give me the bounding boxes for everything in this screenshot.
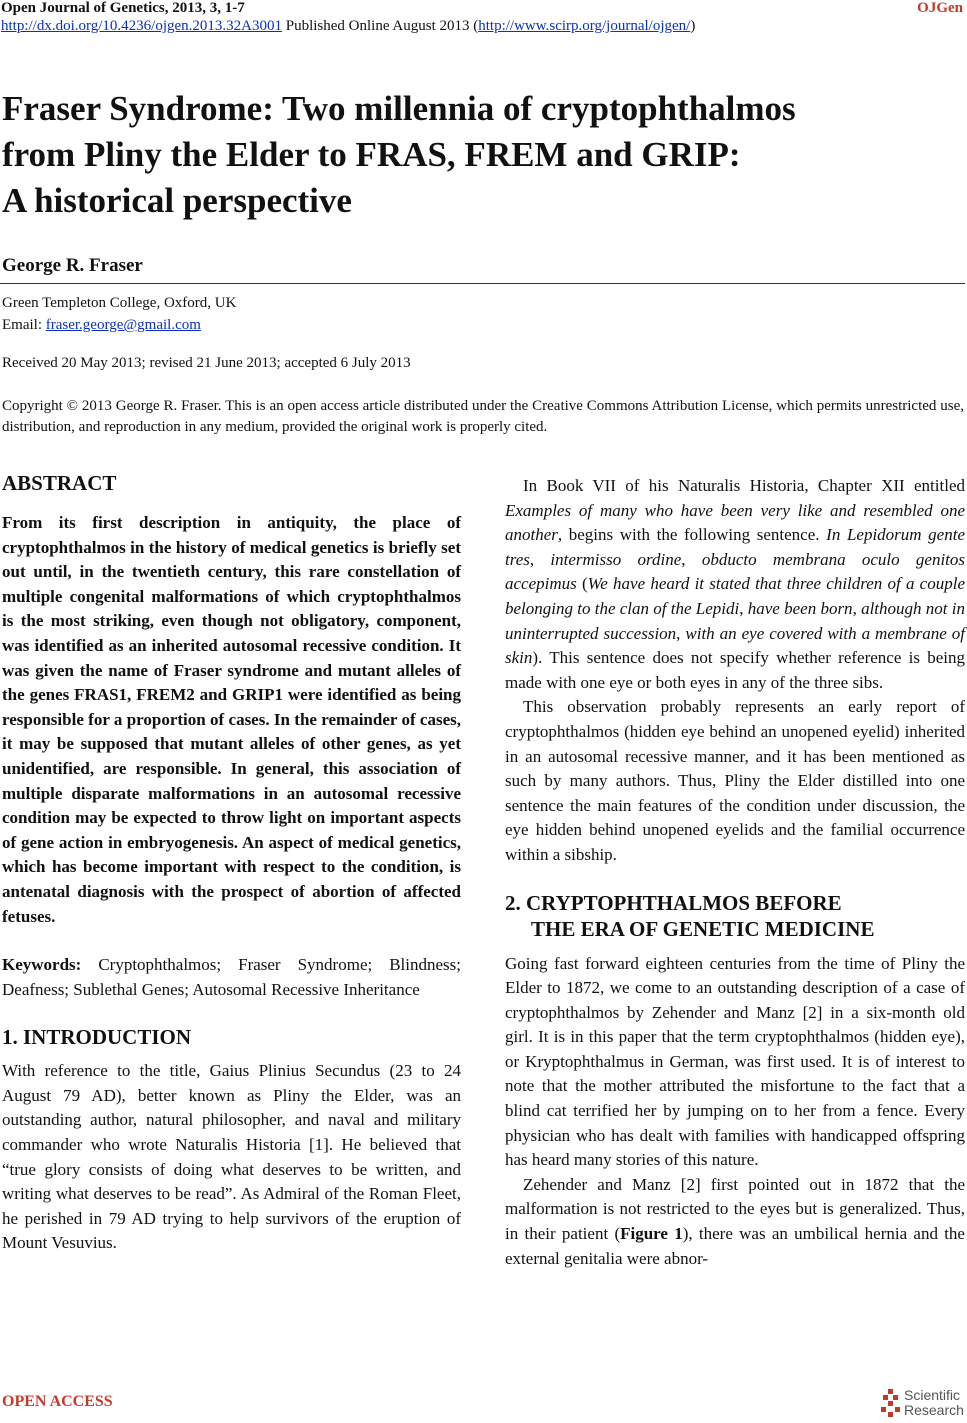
journal-citation: Open Journal of Genetics, 2013, 3, 1-7 [1, 0, 245, 16]
text-run: , [739, 598, 748, 618]
title-line-2: from Pliny the Elder to FRAS, FREM and GRIP: [2, 135, 741, 174]
paragraph-malformation [505, 1173, 965, 1271]
running-header [0, 0, 967, 18]
open-access-label: OPEN ACCESS [2, 1393, 113, 1410]
author-name: George R. Fraser [2, 255, 143, 276]
paragraph-zehender-manz: Going fast forward eighteen centuries from the time of Pliny the Elder to 1872, we come to an outstanding description of a case of cryptophthalmos by Zehender and Manz [2] in a six-month old girl. It is in this paper that the term cryptophthalmos (hidden eye), or Kryptophthalmus in German, was first used. It is of interest to note that the mother attributed the misfortune to the fact that a blind cat terrified her by jumping on to her from a fence. Every physician who has dealt with families with handicapped offspring has heard many stories of this nature. [505, 953, 965, 1170]
title-line-3: A historical perspective [2, 181, 352, 220]
text-run: ). This sentence does not specify whether reference is being made with one eye or both eyes in any of the three sibs. [505, 648, 965, 692]
introduction-paragraph: With reference to the title, Gaius Plinius Secundus (23 to 24 August 79 AD), better known as Pliny the Elder, was an outstanding author, natural philosopher, and naval and military commander who wrote Naturalis Historia [1]. He believed that “true glory consists of doing what deserves to be written, and writing what deserves to be read”. As Admiral of the Roman Fleet, he perished in 79 AD trying to help survivors of the eruption of Mount Vesuvius. [2, 1061, 461, 1253]
text-run: ), there was an umbilical hernia and the external genitalia were abnor- [505, 1224, 965, 1268]
translation-run: We have heard it stated that three children of a couple belonging to the clan of the Lepidi [505, 574, 965, 618]
text-run: , [852, 598, 862, 618]
affiliation: Green Templeton College, Oxford, UK [2, 295, 237, 311]
text-run: , [529, 549, 551, 569]
section-2-heading-line-1: 2. CRYPTOPHTHALMOS BEFORE [505, 890, 842, 915]
latin-quote: In Lepidorum gente tres [505, 525, 965, 569]
abstract-body: From its first description in antiquity, the place of cryptophthalmos in the history of medical genetics is briefly set out until, in the twentieth century, this rare constellation of multiple congenital malformations of which cryptophthalmos is the most striking, even though not obligatory, component, was identified as an inherited autosomal recessive condition. It was given the name of Fraser syndrome and mutant alleles of the genes FRAS1, FREM2 and GRIP1 were identified as being responsible for a proportion of cases. In the remainder of cases, it may be supposed that mutant alleles of other genes, as yet unidentified, are responsible. In general, this association of multiple disparate malformations in an autosomal recessive condition may be expected to throw light on important aspects of gene action in embryogenesis. An aspect of medical genetics, which has become important with respect to the condition, is antenatal diagnosis with the prospect of abortion of affected fetuses. [2, 513, 461, 926]
email-link[interactable]: fraser.george@gmail.com [45, 317, 201, 333]
email-line [2, 314, 236, 336]
journal-link[interactable]: http://www.scirp.org/journal/ojgen/ [478, 18, 691, 34]
text-run: Zehender and Manz [2] first pointed out in 1872 that the malformation is not restricted to the eyes but is generalized. Thus, in their patient ( [505, 1174, 965, 1244]
keywords [2, 953, 461, 1002]
author-divider [0, 283, 965, 284]
section-2-heading [505, 890, 965, 942]
title-line-1: Fraser Syndrome: Two millennia of cryptophthalmos [2, 89, 796, 128]
text-run: , [676, 623, 686, 643]
abstract-heading: ABSTRACT [2, 471, 117, 495]
logo-line-2: Research [904, 1402, 964, 1418]
copyright-notice: Copyright © 2013 George R. Fraser. This is an open access article distributed under the Creative Commons Attribution License, which permits unrestricted use, distribution, and reproduction in any medium, provided the original work is properly cited. [2, 398, 964, 435]
received-dates: Received 20 May 2013; revised 21 June 2013; accepted 6 July 2013 [2, 355, 411, 371]
journal-code: OJGen [917, 0, 963, 16]
italic-run: Examples of many who have been very like and resembled one another [505, 500, 965, 545]
section-2-heading-line-2: THE ERA OF GENETIC MEDICINE [531, 916, 875, 941]
doi-line [1, 18, 695, 35]
figure-reference[interactable]: Figure 1 [620, 1224, 683, 1244]
latin-quote: intermisso ordine [550, 549, 682, 569]
right-column [505, 474, 965, 1271]
logo-wordmark [904, 1388, 964, 1418]
introduction-heading: 1. INTRODUCTION [2, 1025, 192, 1050]
translation-run: have been born [747, 598, 853, 618]
published-text: Published Online August 2013 ( [281, 18, 479, 34]
translation-run: with an eye covered with a membrane of skin [505, 623, 966, 668]
email-label: Email: [2, 317, 46, 333]
text-run: , [681, 549, 702, 569]
logo-line-1: Scientific [904, 1387, 961, 1403]
keywords-text: Cryptophthalmos; Fraser Syndrome; Blindness; Deafness; Sublethal Genes; Autosomal Recessive Inheritance [2, 955, 461, 999]
text-run: ( [576, 574, 588, 594]
paragraph-observation: This observation probably represents an early report of cryptophthalmos (hidden eye behind an unopened eyelid) inherited in an autosomal recessive manner, and it has been mentioned as such by many authors. Thus, Pliny the Elder distilled into one sentence the main features of the condition under discussion, the eye hidden behind unopened eyelids and the familial occurrence within a sibship. [505, 697, 965, 864]
text-run: , begins with the following sentence. [557, 525, 827, 545]
paragraph-naturalis [505, 474, 965, 695]
doi-link[interactable]: http://dx.doi.org/10.4236/ojgen.2013.32A3001 [1, 18, 282, 34]
paper-title [2, 86, 952, 224]
affiliation-block [2, 292, 236, 336]
scientific-research-logo [880, 1388, 966, 1422]
text-run: In Book VII of his Naturalis Historia, Chapter XII entitled [523, 476, 965, 495]
closing-paren: ) [690, 18, 696, 34]
keywords-label: Keywords: [2, 955, 82, 975]
left-column [2, 470, 461, 1256]
translation-run: although not in uninterrupted succession [505, 598, 965, 643]
publisher-logo-icon [880, 1388, 902, 1418]
latin-quote: obducto membrana oculo genitos accepimus [505, 549, 966, 594]
